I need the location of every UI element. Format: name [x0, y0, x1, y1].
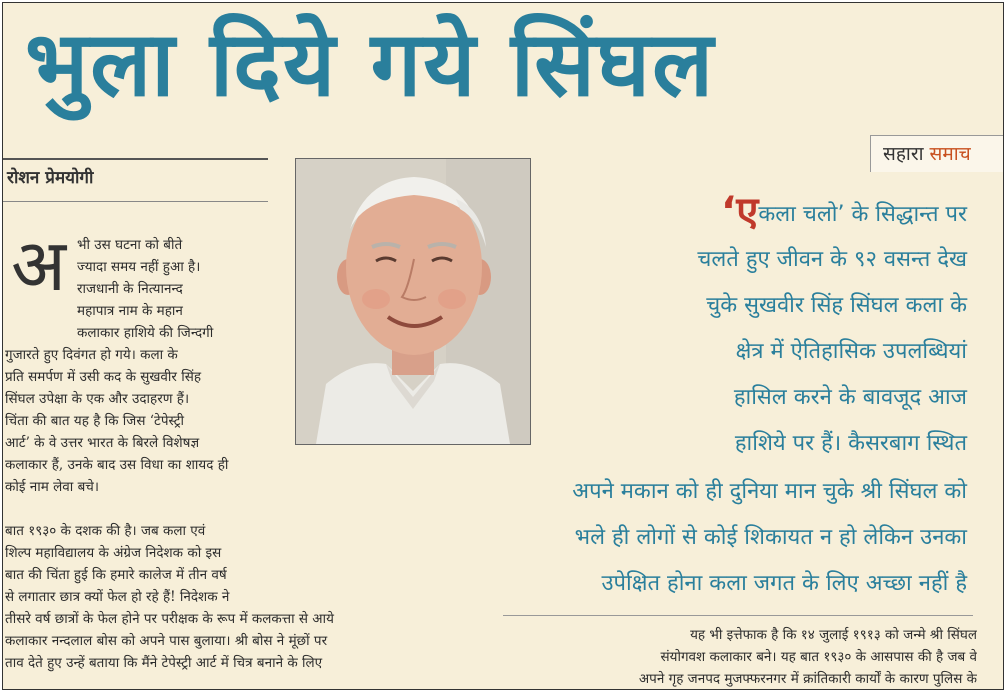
- body-line: ज्यादा समय नहीं हुआ है।: [77, 259, 201, 275]
- pullquote-line: [721, 189, 967, 235]
- body-line: शिल्प महाविद्यालय के अंग्रेज निदेशक को इस: [5, 545, 222, 561]
- masthead-logo: [870, 135, 1003, 172]
- body-line: संयोगवश कलाकार बने। यह बात १९३० के आसपास की है जब वे: [660, 649, 977, 665]
- body-line: कलाकार हैं, उनके बाद उस विधा का शायद ही: [5, 457, 229, 473]
- body-line: गुजारते हुए दिवंगत हो गये। कला के: [5, 347, 178, 363]
- pullquote-line: अपने मकान को ही दुनिया मान चुके श्री सिंघल को: [572, 479, 967, 504]
- masthead-part1: सहारा: [883, 143, 924, 165]
- pullquote-line: चलते हुए जीवन के ९२ वसन्त देख: [697, 247, 967, 272]
- body-line: तीसरे वर्ष छात्रों के फेल होने पर परीक्षक के रूप में कलकत्ता से आये: [5, 611, 334, 627]
- body-line: प्रति समर्पण में उसी कद के सुखवीर सिंह: [5, 369, 202, 385]
- body-line: महापात्र नाम के महान: [77, 303, 183, 319]
- byline-rule: [3, 201, 268, 202]
- pullquote-line: क्षेत्र में ऐतिहासिक उपलब्धियां: [735, 339, 967, 364]
- body-line: चिंता की बात यह है कि जिस ‘टेपेस्ट्री: [5, 413, 185, 429]
- body-line: बात की चिंता हुई कि हमारे कालेज में तीन वर्ष: [5, 567, 227, 583]
- body-line: अपने गृह जनपद मुजफ्फरनगर में क्रांतिकारी कार्यों के कारण पुलिस के: [638, 671, 977, 687]
- headline: भुला दिये गये सिंघल: [25, 12, 716, 117]
- body-line: भी उस घटना को बीते: [77, 237, 183, 253]
- body-line: सिंघल उपेक्षा के एक और उदाहरण हैं।: [5, 391, 190, 407]
- byline: रोशन प्रेमयोगी: [7, 168, 94, 188]
- body-line: कलाकार हाशिये की जिन्दगी: [77, 325, 214, 341]
- top-rule: [3, 158, 268, 160]
- pullquote-line: हासिल करने के बावजूद आज: [733, 385, 967, 410]
- pullquote-text: कला चलो’ के सिद्धान्त पर: [758, 202, 967, 227]
- body-line: बात १९३० के दशक की है। जब कला एवं: [5, 523, 206, 539]
- pullquote-line: भले ही लोगों से कोई शिकायत न हो लेकिन उनका: [574, 525, 967, 550]
- pullquote-line: चुके सुखवीर सिंह सिंघल कला के: [706, 293, 967, 318]
- portrait-illustration: [296, 159, 530, 444]
- masthead-part2: समाच: [929, 143, 971, 165]
- newspaper-page: [2, 2, 1004, 690]
- body-line: राजधानी के नित्यानन्द: [77, 281, 183, 297]
- pullquote-line: उपेक्षित होना कला जगत के लिए अच्छा नहीं है: [601, 571, 967, 596]
- drop-cap: अ: [11, 223, 67, 307]
- column-rule: [503, 615, 973, 616]
- body-line: से लगातार छात्र क्यों फेल हो रहे हैं! निदेशक ने: [5, 589, 230, 605]
- pullquote-initial: ए: [736, 189, 759, 235]
- portrait-photo: [295, 158, 531, 445]
- pullquote-line: हाशिये पर हैं। कैसरबाग स्थित: [734, 431, 967, 456]
- body-line: यह भी इत्तेफाक है कि १४ जुलाई १९१३ को जन्मे श्री सिंघल: [690, 627, 977, 643]
- body-line: कलाकार नन्दलाल बोस को अपने पास बुलाया। श्री बोस ने मूंछों पर: [5, 633, 328, 649]
- opening-quote-mark: ‘: [721, 189, 737, 235]
- body-line: ताव देते हुए उन्हें बताया कि मैंने टेपेस्ट्री आर्ट में चित्र बनाने के लिए: [5, 655, 323, 671]
- body-line: कोई नाम लेवा बचे।: [5, 479, 99, 495]
- body-line: आर्ट’ के वे उत्तर भारत के बिरले विशेषज्ञ: [5, 435, 200, 451]
